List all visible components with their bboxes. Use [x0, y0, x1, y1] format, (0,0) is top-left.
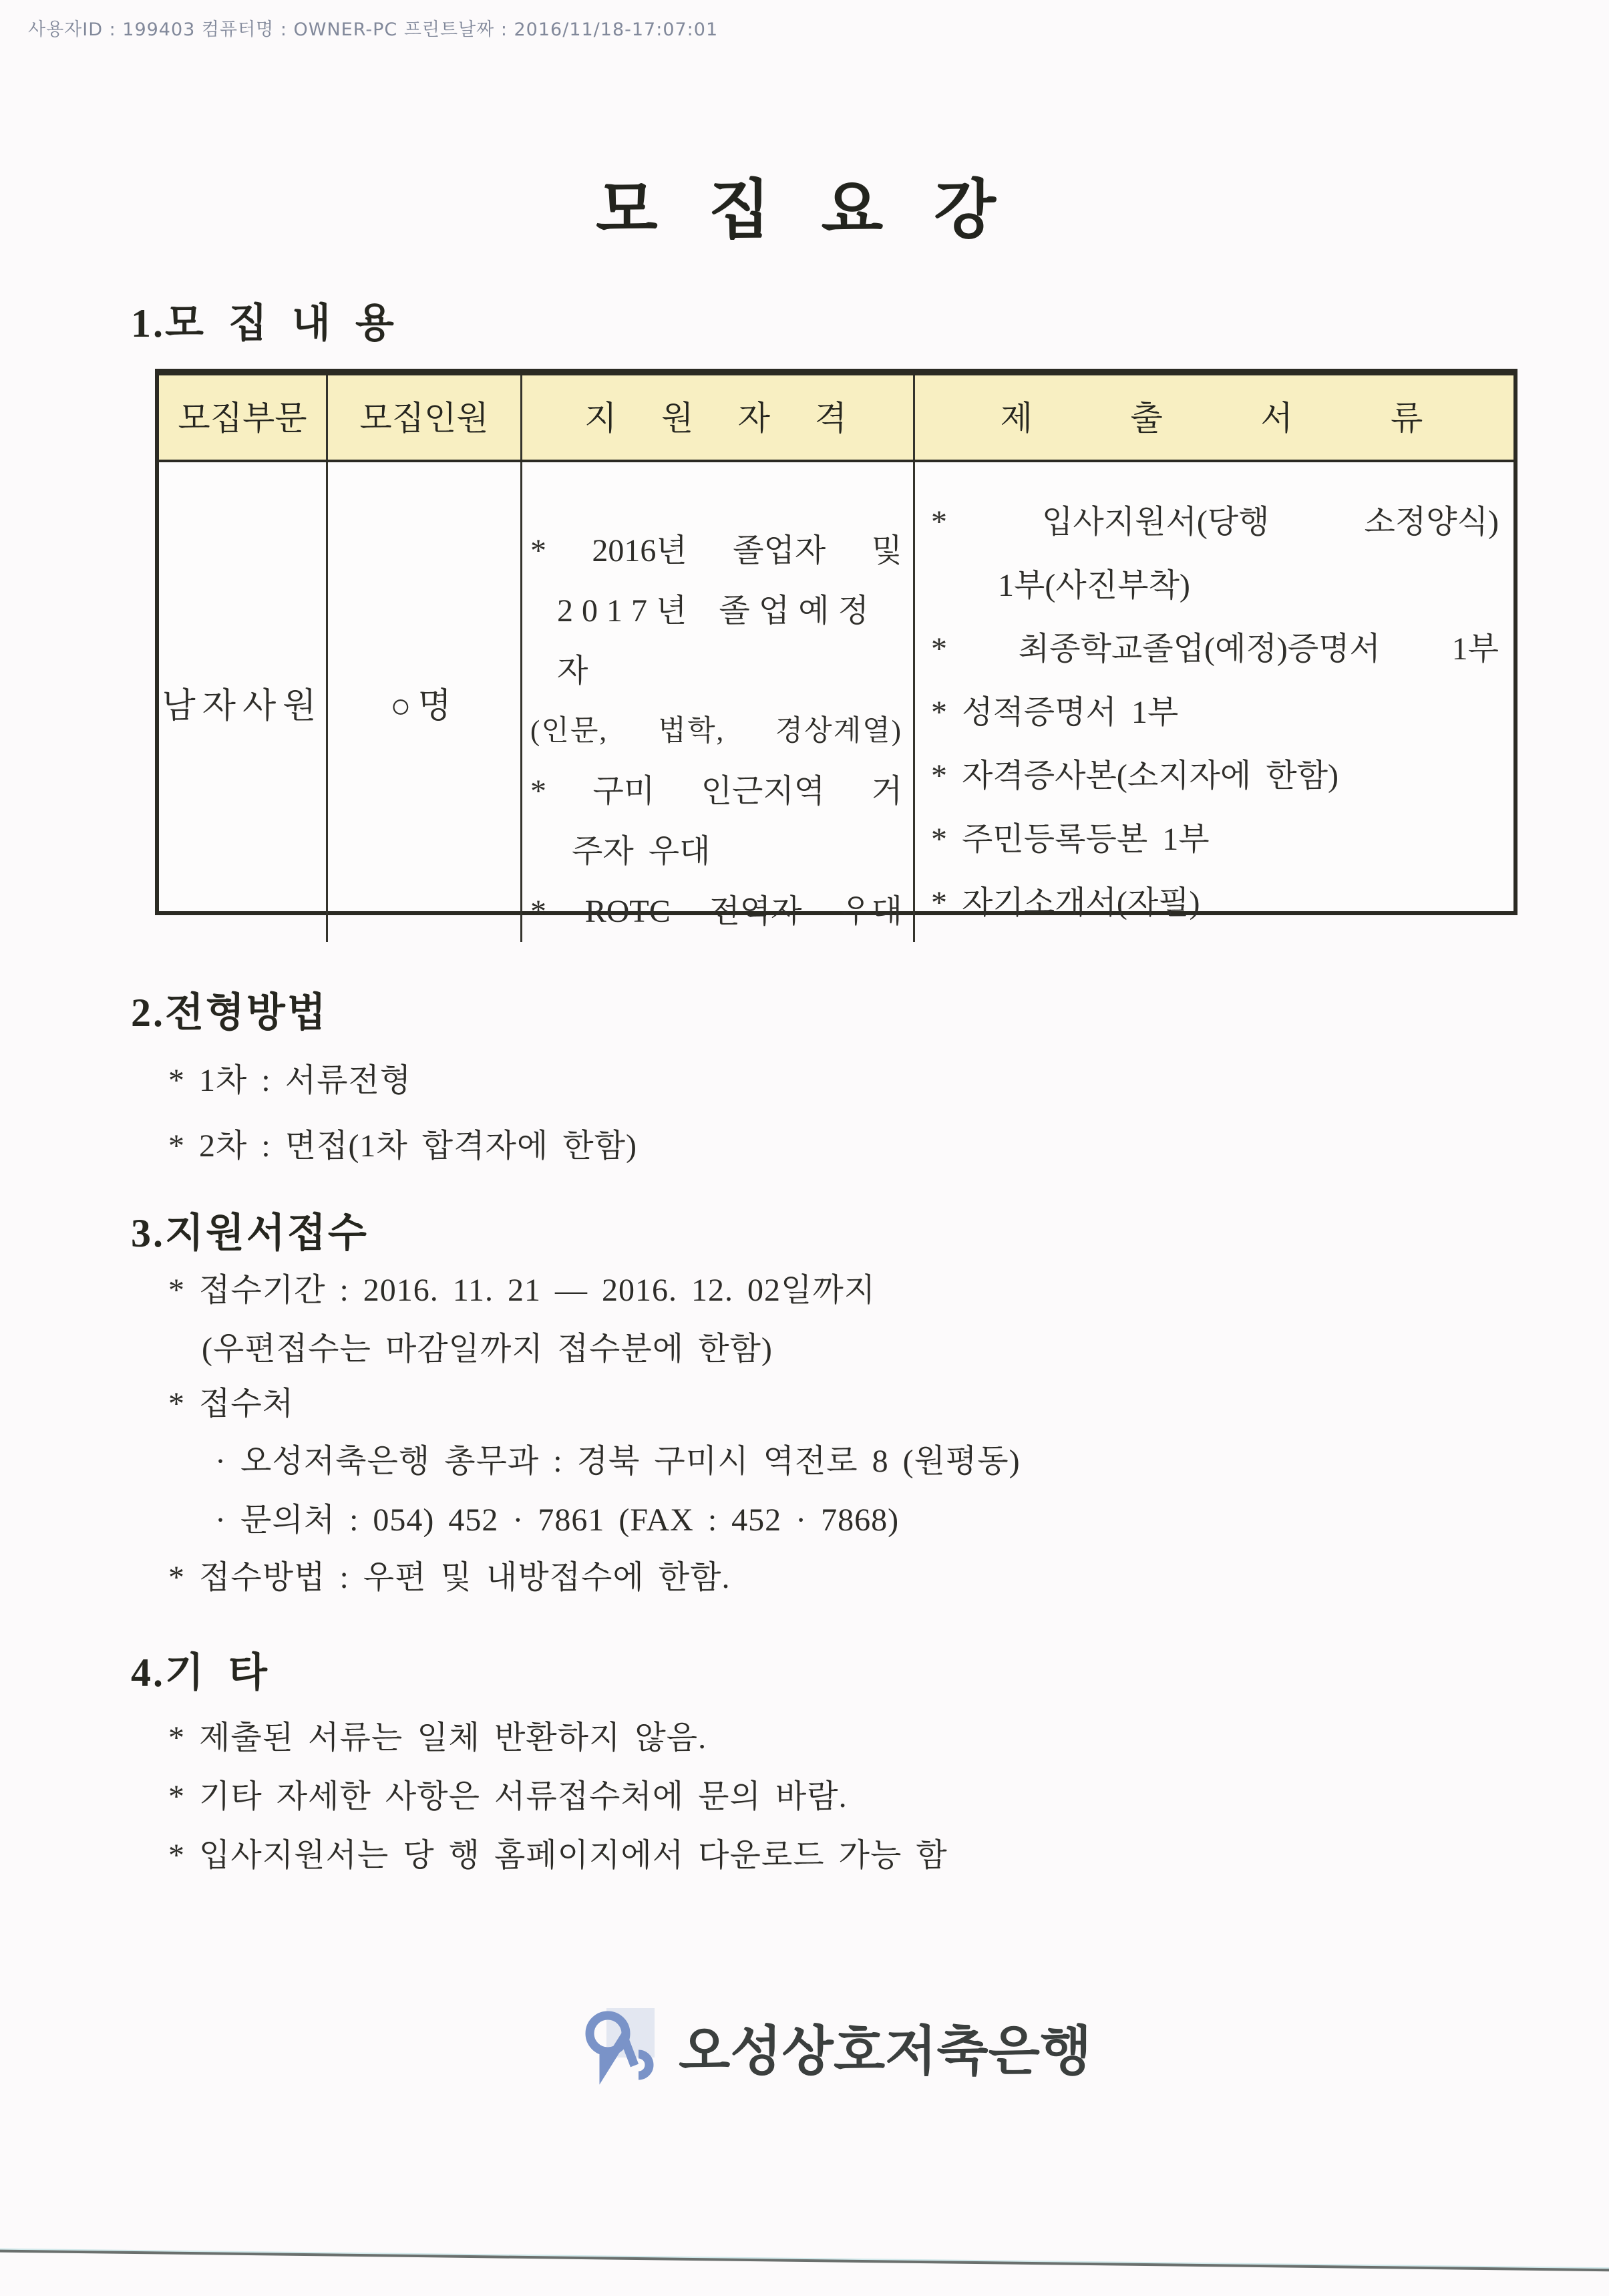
- bank-name: 오성상호저축은행: [679, 2021, 1092, 2081]
- cell-recruit-part: 남자사원: [162, 687, 323, 725]
- section4-item: * 제출된 서류는 일체 반환하지 않음.: [168, 1720, 707, 1756]
- cell-qualifications: [522, 462, 913, 942]
- document-line: * 성적증명서 1부: [931, 695, 1179, 730]
- section3-item: (우편접수는 마감일까지 접수분에 한함): [202, 1331, 773, 1367]
- section4-item: * 입사지원서는 당 행 홈페이지에서 다운로드 가능 함: [168, 1838, 948, 1873]
- qualification-line: (인문, 법학, 경상계열): [530, 715, 902, 747]
- column-header-count: 모집인원: [359, 399, 489, 437]
- qualification-line: 2017년 졸업예정자: [557, 593, 878, 689]
- cell-recruit-count: ○명: [390, 687, 458, 725]
- section4-item: * 기타 자세한 사항은 서류접수처에 문의 바람.: [168, 1779, 848, 1814]
- document-line: * 자기소개서(자필): [931, 885, 1200, 921]
- document-line: * 입사지원서(당행 소정양식): [931, 504, 1499, 540]
- section3-item: * 접수처: [168, 1386, 295, 1422]
- table-header-row: [159, 375, 1513, 462]
- section4-heading: 4.기 타: [131, 1651, 269, 1695]
- column-header-part: 모집부문: [178, 399, 307, 437]
- print-metadata: 사용자ID : 199403 컴퓨터명 : OWNER-PC 프린트날짜 : 2016/11/18-17:07:01: [28, 19, 719, 40]
- section2-item: * 2차 : 면접(1차 합격자에 한함): [168, 1128, 637, 1164]
- recruitment-table: [155, 369, 1517, 929]
- cell-documents: [915, 462, 1513, 942]
- document-line: * 자격증사본(소지자에 한함): [931, 758, 1339, 794]
- scan-paper-edge: [0, 2249, 1609, 2271]
- document-line: * 최종학교졸업(예정)증명서 1부: [931, 631, 1499, 667]
- section2-item: * 1차 : 서류전형: [168, 1063, 412, 1098]
- qualification-line: 주자 우대: [572, 834, 711, 869]
- qualification-line: * 2016년 졸업자 및: [530, 533, 902, 568]
- document-line: 1부(사진부착): [998, 568, 1190, 603]
- document-line: * 주민등록등본 1부: [931, 822, 1210, 857]
- table-data-row: [159, 462, 1513, 929]
- section3-heading: 3.지원서접수: [131, 1211, 369, 1255]
- bank-logo-icon: [581, 2005, 660, 2087]
- section2-heading: 2.전형방법: [131, 991, 328, 1035]
- section1-heading: 1.모 집 내 용: [131, 301, 396, 345]
- section3-item: * 접수기간 : 2016. 11. 21 — 2016. 12. 02일까지: [168, 1273, 876, 1308]
- page-title: 모 집 요 강: [596, 174, 1013, 246]
- qualification-line: * 구미 인근지역 거: [530, 774, 902, 809]
- column-header-qualifications: 지 원 자 격: [584, 399, 851, 437]
- column-header-documents: 제 출 서 류: [1000, 399, 1429, 437]
- qualification-line: * ROTC 전역자 우대: [530, 894, 902, 929]
- bank-logo: [581, 2005, 1091, 2087]
- section3-item: * 접수방법 : 우편 및 내방접수에 한함.: [168, 1560, 731, 1595]
- section3-item: · 문의처 : 054) 452 · 7861 (FAX : 452 · 7868): [215, 1502, 900, 1538]
- section3-item: · 오성저축은행 총무과 : 경북 구미시 역전로 8 (원평동): [215, 1444, 1021, 1479]
